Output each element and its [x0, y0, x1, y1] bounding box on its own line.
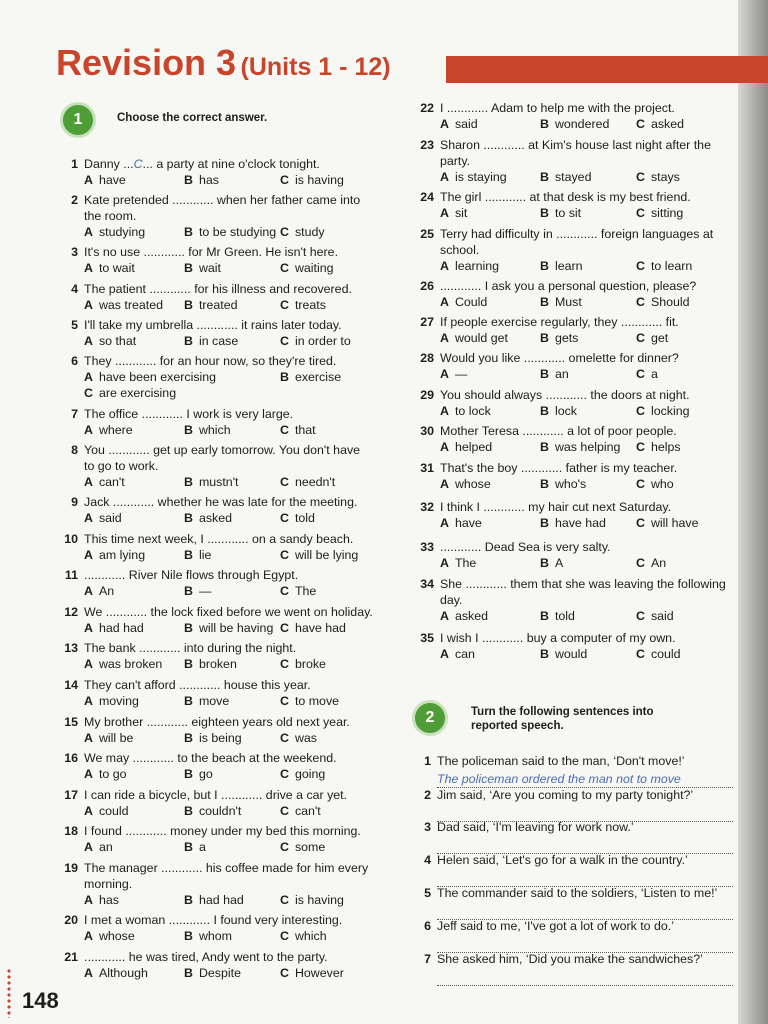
reported-number: 1	[424, 754, 431, 768]
question-text: My brother ............ eighteen years old next year.	[84, 715, 350, 729]
question-8	[71, 442, 361, 490]
option-a[interactable]: A so that	[84, 334, 137, 348]
option-a[interactable]: A have	[440, 516, 482, 530]
option-b[interactable]: B told	[540, 609, 575, 623]
answer-options	[84, 766, 337, 782]
answer-options	[84, 583, 317, 599]
option-a[interactable]: A will be	[84, 731, 134, 745]
question-text: You should always ............ the doors at night.	[440, 388, 690, 402]
question-number: 13	[64, 641, 78, 655]
reported-number: 7	[424, 952, 431, 966]
section-2-instruction-line2: reported speech.	[471, 720, 564, 732]
question-number: 32	[420, 500, 434, 514]
answer-options	[84, 510, 357, 526]
question-text: Terry had difficulty in ............ foreign languages at	[440, 227, 714, 241]
option-a[interactable]: A was treated	[84, 298, 164, 312]
question-text: They can't afford ............ house this year.	[84, 678, 311, 692]
answer-options	[84, 693, 340, 709]
option-b[interactable]: B couldn't	[184, 804, 242, 818]
question-number: 22	[420, 101, 434, 115]
question-17	[64, 787, 348, 819]
answer-options	[440, 205, 691, 221]
answer-options	[84, 224, 360, 240]
option-a[interactable]: A would get	[440, 331, 508, 345]
reported-item-3	[424, 819, 733, 854]
reported-item-7	[424, 951, 733, 986]
question-number: 20	[64, 913, 78, 927]
answer-options	[440, 294, 696, 310]
option-c[interactable]: C will have	[636, 516, 699, 530]
question-number: 3	[71, 245, 78, 259]
question-number: 19	[64, 861, 78, 875]
question-29	[420, 387, 690, 419]
question-text: ............ Dead Sea is very salty.	[440, 540, 611, 554]
question-text: She ............ them that she was leaving the following	[440, 577, 726, 591]
option-b[interactable]: B Must	[540, 295, 582, 309]
option-b[interactable]: B learn	[540, 259, 583, 273]
question-3	[71, 244, 339, 276]
reported-sentence: Dad said, ‘I'm leaving for work now.’	[437, 820, 634, 834]
reported-item-5	[424, 885, 733, 920]
question-number: 27	[420, 315, 434, 329]
option-b[interactable]: B move	[184, 694, 230, 708]
question-number: 31	[420, 461, 434, 475]
question-22	[420, 100, 685, 132]
answer-line[interactable]	[437, 771, 733, 788]
question-number: 29	[420, 388, 434, 402]
question-19	[64, 860, 369, 908]
question-text: I can ride a bicycle, but I ............ drive a car yet.	[84, 788, 348, 802]
option-c[interactable]: C who	[636, 477, 674, 491]
question-5	[71, 317, 351, 349]
answer-options	[440, 330, 679, 346]
answer-options	[440, 515, 699, 531]
question-33	[420, 539, 667, 571]
question-14	[64, 677, 340, 709]
option-a[interactable]: A am lying	[84, 548, 146, 562]
answer-options	[84, 892, 368, 908]
question-text: The patient ............ for his illness and recovered.	[84, 282, 352, 296]
answer-options	[84, 260, 338, 276]
option-c[interactable]: C in order to	[280, 334, 351, 348]
option-b[interactable]: B lock	[540, 404, 577, 418]
option-a[interactable]: A an	[84, 840, 113, 854]
reported-sentence: Jeff said to me, ‘I've got a lot of work to do.’	[437, 919, 674, 933]
reported-number: 3	[424, 820, 431, 834]
question-21	[64, 949, 344, 981]
option-b[interactable]: B an	[540, 367, 569, 381]
option-a[interactable]: A sit	[440, 206, 468, 220]
question-text: I ............ Adam to help me with the project.	[440, 101, 675, 115]
option-c[interactable]: C are exercising	[84, 386, 177, 400]
option-a[interactable]: A learning	[440, 259, 500, 273]
question-23	[420, 137, 711, 185]
option-a[interactable]: A —	[440, 367, 468, 381]
question-text: I wish I ............ buy a computer of my own.	[440, 631, 676, 645]
question-text: They ............ for an hour now, so they're tired.	[84, 354, 337, 368]
question-7	[71, 406, 316, 438]
question-35	[420, 630, 681, 662]
question-number: 9	[71, 495, 78, 509]
question-number: 10	[64, 532, 78, 546]
reported-item-2	[424, 787, 733, 822]
option-a[interactable]: A said	[440, 117, 478, 131]
option-c[interactable]: C told	[280, 511, 315, 525]
option-b[interactable]: B who's	[540, 477, 587, 491]
answer-options	[84, 620, 373, 636]
option-b[interactable]: B exercise	[280, 370, 342, 384]
question-text: This time next week, I ............ on a sandy beach.	[84, 532, 354, 546]
question-number: 26	[420, 279, 434, 293]
option-a[interactable]: A have	[84, 173, 126, 187]
question-number: 17	[64, 788, 78, 802]
option-a[interactable]: A have been exercising	[84, 370, 217, 384]
option-c[interactable]: C treats	[280, 298, 326, 312]
question-number: 30	[420, 424, 434, 438]
reported-number: 6	[424, 919, 431, 933]
question-text: party.	[440, 154, 471, 168]
question-34	[420, 576, 726, 624]
question-number: 35	[420, 631, 434, 645]
page-title	[56, 42, 391, 84]
option-b[interactable]: B was helping	[540, 440, 621, 454]
answer-options	[84, 965, 344, 981]
question-text: The bank ............ into during the night.	[84, 641, 297, 655]
option-c[interactable]: C can't	[280, 804, 321, 818]
option-b[interactable]: B wait	[184, 261, 221, 275]
question-number: 2	[71, 193, 78, 207]
question-text: If people exercise regularly, they ............ fit.	[440, 315, 679, 329]
question-9	[71, 494, 358, 526]
option-c[interactable]: C was	[280, 731, 317, 745]
reported-sentence: Helen said, ‘Let's go for a walk in the country.’	[437, 853, 688, 867]
option-a[interactable]: A to wait	[84, 261, 135, 275]
question-text: I think I ............ my hair cut next Saturday.	[440, 500, 672, 514]
handwritten-answer: C	[133, 157, 143, 171]
question-text: morning.	[84, 877, 133, 891]
option-b[interactable]: B to sit	[540, 206, 582, 220]
question-16	[64, 750, 337, 782]
option-c[interactable]: C that	[280, 423, 316, 437]
question-text: I met a woman ............ I found very interesting.	[84, 913, 343, 927]
option-c[interactable]: C waiting	[280, 261, 334, 275]
question-number: 11	[64, 568, 78, 582]
option-b[interactable]: B broken	[184, 657, 237, 671]
answer-options	[84, 474, 360, 490]
page-number: 148	[22, 988, 59, 1013]
question-number: 12	[64, 605, 78, 619]
option-b[interactable]: B a	[184, 840, 206, 854]
question-text: Mother Teresa ............ a lot of poor people.	[440, 424, 677, 438]
option-a[interactable]: A was broken	[84, 657, 163, 671]
option-b[interactable]: B to be studying	[184, 225, 277, 239]
question-text: ............ he was tired, Andy went to the party.	[84, 950, 328, 964]
question-number: 5	[71, 318, 78, 332]
question-number: 15	[64, 715, 78, 729]
option-c[interactable]: C However	[280, 966, 344, 980]
answer-options	[440, 439, 681, 455]
option-b[interactable]: B has	[184, 173, 219, 187]
option-b[interactable]: B is being	[184, 731, 242, 745]
option-b[interactable]: B mustn't	[184, 475, 239, 489]
option-a[interactable]: A The	[440, 556, 477, 570]
question-text: That's the boy ............ father is my teacher.	[440, 461, 678, 475]
option-a[interactable]: A has	[84, 893, 119, 907]
option-b[interactable]: B have had	[540, 516, 606, 530]
option-c[interactable]: C have had	[280, 621, 346, 635]
answer-options	[440, 555, 667, 571]
question-number: 8	[71, 443, 78, 457]
option-c[interactable]: C asked	[636, 117, 685, 131]
reported-item-4	[424, 852, 733, 887]
question-4	[71, 281, 352, 313]
answer-line[interactable]	[437, 969, 733, 986]
question-2	[71, 192, 361, 240]
question-25	[420, 226, 714, 274]
answer-options	[84, 547, 359, 563]
option-a[interactable]: A could	[84, 804, 129, 818]
question-6	[71, 353, 342, 401]
question-27	[420, 314, 679, 346]
option-a[interactable]: A can't	[84, 475, 125, 489]
question-26	[420, 278, 697, 310]
question-number: 25	[420, 227, 434, 241]
option-b[interactable]: B treated	[184, 298, 238, 312]
answer-options	[84, 422, 316, 438]
question-text: Kate pretended ............ when her father came into	[84, 193, 361, 207]
option-b[interactable]: B lie	[184, 548, 212, 562]
answer-options	[84, 297, 352, 313]
question-text: We ............ the lock fixed before we went on holiday.	[84, 605, 373, 619]
option-b[interactable]: B had had	[184, 893, 244, 907]
option-a[interactable]: A where	[84, 423, 133, 437]
question-text: Danny ...C... a party at nine o'clock tonight.	[84, 157, 320, 171]
option-a[interactable]: A can	[440, 647, 475, 661]
option-a[interactable]: A whose	[440, 477, 491, 491]
option-b[interactable]: B asked	[184, 511, 233, 525]
answer-options	[84, 656, 326, 672]
question-text: ............ River Nile flows through Egypt.	[84, 568, 299, 582]
option-c[interactable]: C An	[636, 556, 667, 570]
question-text: Jack ............ whether he was late for the meeting.	[84, 495, 358, 509]
question-number: 21	[64, 950, 78, 964]
answer-options	[84, 172, 344, 188]
option-a[interactable]: A moving	[84, 694, 139, 708]
reported-number: 4	[424, 853, 431, 867]
reported-sentence: Jim said, ‘Are you coming to my party tonight?’	[437, 788, 694, 802]
question-10	[64, 531, 359, 563]
section-2-badge: 2	[412, 700, 448, 736]
option-a[interactable]: A studying	[84, 225, 146, 239]
question-32	[420, 499, 699, 531]
answer-options	[84, 385, 336, 401]
question-text: I'll take my umbrella ............ it rains later today.	[84, 318, 342, 332]
option-b[interactable]: B in case	[184, 334, 239, 348]
option-b[interactable]: B would	[540, 647, 588, 661]
option-c[interactable]: C The	[280, 584, 317, 598]
option-c[interactable]: C said	[636, 609, 674, 623]
option-a[interactable]: A An	[84, 584, 115, 598]
answer-options	[84, 803, 347, 819]
question-text: ............ I ask you a personal question, please?	[440, 279, 697, 293]
question-24	[420, 189, 691, 221]
option-b[interactable]: B which	[184, 423, 231, 437]
option-c[interactable]: C will be lying	[280, 548, 359, 562]
option-a[interactable]: A helped	[440, 440, 493, 454]
option-b[interactable]: B Despite	[184, 966, 241, 980]
option-c[interactable]: C stays	[636, 170, 680, 184]
question-text: The girl ............ at that desk is my best friend.	[440, 190, 691, 204]
question-number: 23	[420, 138, 434, 152]
option-c[interactable]: C is having	[280, 893, 344, 907]
section-1-instruction: Choose the correct answer.	[117, 112, 268, 124]
option-c[interactable]: C locking	[636, 404, 690, 418]
answer-options	[440, 403, 690, 419]
question-text: It's no use ............ for Mr Green. He isn't here.	[84, 245, 339, 259]
option-c[interactable]: C is having	[280, 173, 344, 187]
reported-sentence: She asked him, ‘Did you make the sandwiches?’	[437, 952, 703, 966]
option-c[interactable]: C some	[280, 840, 326, 854]
section-1-badge: 1	[60, 102, 96, 138]
reported-item-6	[424, 918, 733, 953]
answer-options	[440, 476, 677, 492]
option-b[interactable]: B —	[184, 584, 212, 598]
option-a[interactable]: A had had	[84, 621, 144, 635]
question-number: 24	[420, 190, 434, 204]
answer-options	[440, 116, 685, 132]
answer-options	[84, 730, 350, 746]
page-number-dots	[6, 968, 12, 1018]
answer-options	[84, 839, 361, 855]
question-13	[64, 640, 326, 672]
title-units: (Units 1 - 12)	[240, 53, 391, 81]
page-gutter-shadow	[738, 0, 768, 1024]
option-c[interactable]: C a	[636, 367, 658, 381]
question-31	[420, 460, 678, 492]
question-11	[64, 567, 317, 599]
option-a[interactable]: A is staying	[440, 170, 507, 184]
title-main: Revision 3	[56, 42, 237, 83]
answer-options	[84, 369, 342, 385]
question-text: Sharon ............ at Kim's house last night after the	[440, 138, 711, 152]
option-c[interactable]: C could	[636, 647, 681, 661]
question-text: the room.	[84, 209, 137, 223]
reported-item-1	[424, 753, 733, 788]
question-20	[64, 912, 343, 944]
question-30	[420, 423, 681, 455]
question-number: 18	[64, 824, 78, 838]
question-number: 33	[420, 540, 434, 554]
option-b[interactable]: B whom	[184, 929, 233, 943]
option-a[interactable]: A Could	[440, 295, 488, 309]
option-b[interactable]: B go	[184, 767, 213, 781]
answer-options	[84, 928, 342, 944]
question-number: 28	[420, 351, 434, 365]
question-number: 6	[71, 354, 78, 368]
question-text: Would you like ............ omelette for dinner?	[440, 351, 679, 365]
reported-sentence: The commander said to the soldiers, ‘Listen to me!’	[437, 886, 718, 900]
option-c[interactable]: C get	[636, 331, 669, 345]
answer-options	[440, 258, 713, 274]
answer-options	[440, 366, 679, 382]
reported-sentence: The policeman said to the man, ‘Don't move!’	[437, 754, 685, 768]
option-b[interactable]: B gets	[540, 331, 579, 345]
option-a[interactable]: A Although	[84, 966, 148, 980]
question-number: 4	[71, 282, 78, 296]
option-b[interactable]: B will be having	[184, 621, 274, 635]
question-number: 14	[64, 678, 78, 692]
question-text: to go to work.	[84, 459, 159, 473]
question-number: 7	[71, 407, 78, 421]
question-text: We may ............ to the beach at the weekend.	[84, 751, 337, 765]
question-text: school.	[440, 243, 480, 257]
question-number: 34	[420, 577, 434, 591]
question-1	[71, 156, 344, 188]
answer-options	[440, 608, 726, 624]
option-c[interactable]: C broke	[280, 657, 326, 671]
question-28	[420, 350, 679, 382]
question-text: You ............ get up early tomorrow. You don't have	[84, 443, 361, 457]
option-a[interactable]: A whose	[84, 929, 135, 943]
question-18	[64, 823, 361, 855]
option-c[interactable]: C going	[280, 767, 326, 781]
option-c[interactable]: C study	[280, 225, 325, 239]
question-text: The office ............ I work is very large.	[84, 407, 294, 421]
option-c[interactable]: C which	[280, 929, 327, 943]
title-bar	[446, 56, 768, 83]
section-2-instruction	[471, 705, 654, 733]
answer-options	[84, 333, 351, 349]
option-b[interactable]: B A	[540, 556, 564, 570]
option-c[interactable]: C Should	[636, 295, 690, 309]
question-number: 16	[64, 751, 78, 765]
question-text: The manager ............ his coffee made for him every	[84, 861, 369, 875]
option-c[interactable]: C needn't	[280, 475, 336, 489]
section-2-instruction-line1: Turn the following sentences into	[471, 706, 654, 718]
question-15	[64, 714, 350, 746]
question-number: 1	[71, 157, 78, 171]
question-12	[64, 604, 373, 636]
answer-options	[440, 169, 711, 185]
option-b[interactable]: B stayed	[540, 170, 592, 184]
option-c[interactable]: C sitting	[636, 206, 684, 220]
option-c[interactable]: C to learn	[636, 259, 693, 273]
question-text: day.	[440, 593, 463, 607]
option-a[interactable]: A to go	[84, 767, 127, 781]
question-text: I found ............ money under my bed this morning.	[84, 824, 361, 838]
reported-number: 2	[424, 788, 431, 802]
option-a[interactable]: A to lock	[440, 404, 491, 418]
option-a[interactable]: A asked	[440, 609, 489, 623]
option-b[interactable]: B wondered	[540, 117, 610, 131]
option-c[interactable]: C to move	[280, 694, 340, 708]
option-c[interactable]: C helps	[636, 440, 681, 454]
reported-number: 5	[424, 886, 431, 900]
answer-options	[440, 646, 681, 662]
handwritten-answer: The policeman ordered the man not to move	[437, 772, 681, 786]
option-a[interactable]: A said	[84, 511, 122, 525]
